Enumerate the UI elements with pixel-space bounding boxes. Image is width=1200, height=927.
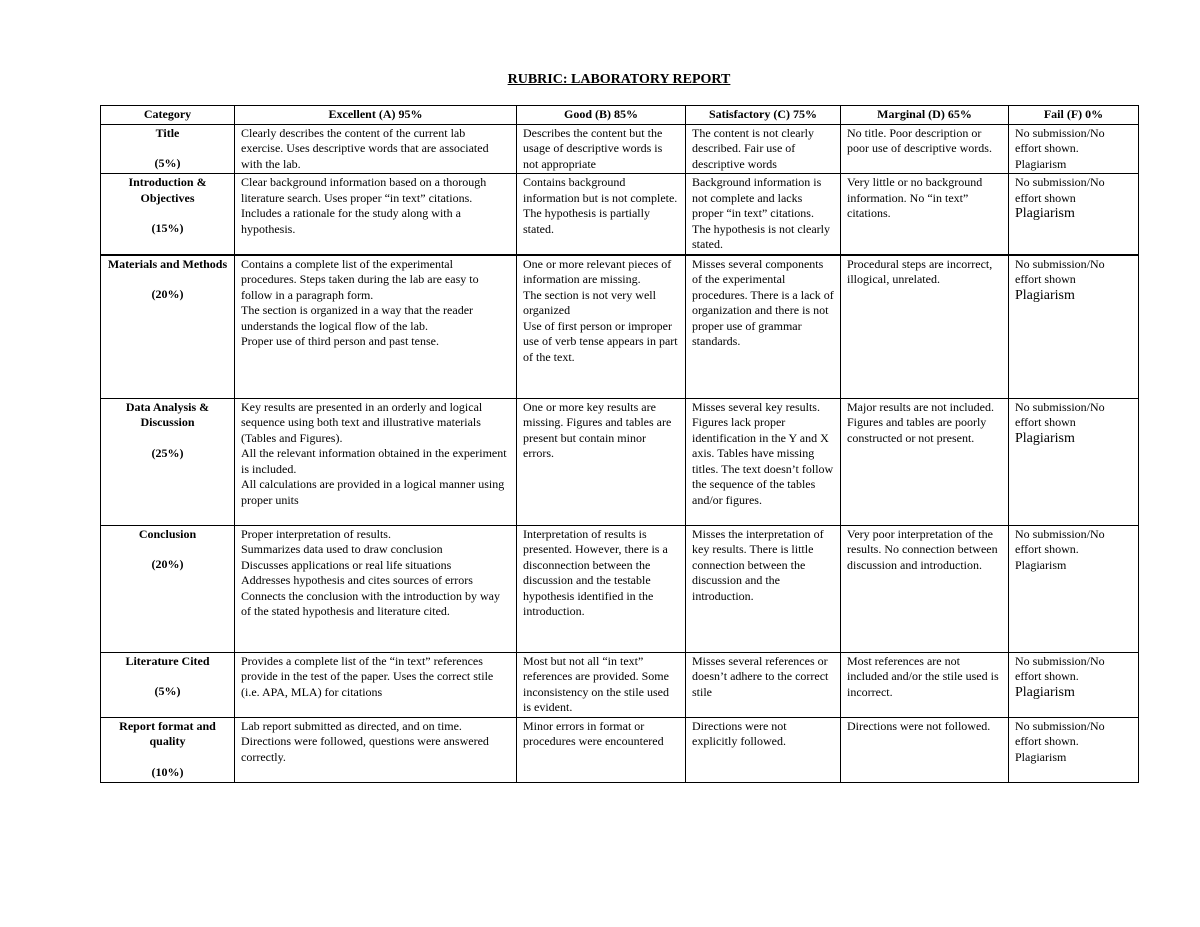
marginal-cell [841, 124, 1009, 174]
satisfactory-cell [686, 174, 841, 255]
marginal-cell [841, 174, 1009, 255]
plagiarism-text: Plagiarism [1015, 156, 1067, 171]
criterion-text: Minor errors in format or procedures were encountered [523, 718, 664, 748]
criterion-text: Most references are not included and/or the stile used is incorrect. [847, 653, 999, 699]
marginal-cell [841, 525, 1009, 652]
rubric-table [100, 105, 1139, 783]
header-satisfactory: Satisfactory (C) 75% [686, 106, 841, 125]
criterion-text: Describes the content but the usage of descriptive words is not appropriate [523, 125, 663, 171]
category-cell [101, 398, 235, 525]
satisfactory-cell [686, 717, 841, 782]
criterion-text: Background information is not complete and lacks proper “in text” citations. The hypothesis is not clearly stated. [692, 175, 830, 251]
criterion-text: Lab report submitted as directed, and on time. Directions were followed, questions were answered correctly. [241, 718, 489, 764]
table-row [101, 255, 1139, 399]
fail-text: No submission/No effort shown. [1015, 718, 1105, 748]
header-category: Category [101, 106, 235, 125]
criterion-text: Clear background information based on a thorough literature search. Uses proper “in text” citations. Includes a rationale for the study along with a hypothesis. [241, 175, 487, 236]
satisfactory-cell [686, 525, 841, 652]
criterion-text: Misses several key results. Figures lack proper identification in the Y and X axis. Tables have missing titles. The text doesn’t follow the sequence of the tables and/or figures. [692, 399, 834, 507]
category-name: Title [155, 125, 180, 140]
fail-cell [1009, 652, 1139, 717]
table-row [101, 652, 1139, 717]
criterion-text: Connects the conclusion with the introduction by way of the stated hypothesis and literature cited. [241, 588, 500, 618]
good-cell [517, 174, 686, 255]
marginal-cell [841, 398, 1009, 525]
criterion-text: All calculations are provided in a logical manner using proper units [241, 477, 505, 507]
fail-cell [1009, 174, 1139, 255]
fail-text: No submission/No effort shown [1015, 399, 1105, 429]
good-cell [517, 652, 686, 717]
category-name: Literature Cited [125, 653, 210, 668]
category-cell [101, 652, 235, 717]
table-row [101, 717, 1139, 782]
satisfactory-cell [686, 398, 841, 525]
header-excellent: Excellent (A) 95% [235, 106, 517, 125]
category-name: Conclusion [138, 526, 197, 541]
category-cell [101, 525, 235, 652]
good-cell [517, 255, 686, 399]
criterion-text: Very poor interpretation of the results. No connection between discussion and introduction. [847, 526, 998, 572]
table-row [101, 174, 1139, 255]
good-cell [517, 124, 686, 174]
fail-text: No submission/No effort shown. [1015, 653, 1105, 683]
category-weight: (20%) [151, 287, 184, 301]
fail-cell [1009, 525, 1139, 652]
criterion-text: Directions were not followed. [847, 718, 991, 733]
marginal-cell [841, 652, 1009, 717]
criterion-text: Key results are presented in an orderly and logical sequence using both text and illustrative materials (Tables and Figures). [241, 399, 483, 445]
good-cell [517, 717, 686, 782]
table-row [101, 398, 1139, 525]
table-row [101, 124, 1139, 174]
plagiarism-text: Plagiarism [1015, 749, 1067, 764]
header-good: Good (B) 85% [517, 106, 686, 125]
category-cell [101, 124, 235, 174]
criterion-text: Major results are not included. Figures and tables are poorly constructed or not present. [847, 399, 994, 445]
criterion-text: Discusses applications or real life situations [241, 557, 452, 572]
criterion-text: Very little or no background information. No “in text” citations. [847, 175, 983, 220]
header-marginal: Marginal (D) 65% [841, 106, 1009, 125]
satisfactory-cell [686, 124, 841, 174]
criterion-text: The section is organized in a way that the reader understands the logical flow of the lab. [241, 303, 474, 333]
plagiarism-text: Plagiarism [1015, 287, 1075, 303]
criterion-text: Clearly describes the content of the current lab exercise. Uses descriptive words that are associated with the lab. [241, 125, 489, 171]
criterion-text: Procedural steps are incorrect, illogical, unrelated. [847, 256, 993, 286]
category-cell [101, 174, 235, 255]
category-weight: (10%) [151, 764, 184, 779]
criterion-text: Misses the interpretation of key results. There is little connection between the discussion and the introduction. [692, 526, 824, 603]
criterion-text: Provides a complete list of the “in text” references provide in the test of the paper. Uses the correct stile (i.e. APA, MLA) for citations [241, 653, 494, 699]
criterion-text: Contains a complete list of the experimental procedures. Steps taken during the lab are easy to follow in a paragraph form. [241, 256, 479, 302]
marginal-cell [841, 255, 1009, 399]
fail-cell [1009, 124, 1139, 174]
excellent-cell [235, 255, 517, 399]
category-name: Report format and quality [119, 718, 216, 748]
plagiarism-text: Plagiarism [1015, 206, 1075, 221]
category-weight: (15%) [151, 221, 184, 235]
criterion-text: Contains background information but is not complete. The hypothesis is partially stated. [523, 175, 678, 236]
excellent-cell [235, 174, 517, 255]
category-weight: (5%) [154, 684, 181, 698]
criterion-text: Proper interpretation of results. [241, 526, 391, 541]
excellent-cell [235, 652, 517, 717]
fail-text: No submission/No effort shown. [1015, 125, 1105, 155]
plagiarism-text: Plagiarism [1015, 684, 1075, 700]
good-cell [517, 525, 686, 652]
criterion-text: The section is not very well organized [523, 287, 656, 317]
category-name: Introduction & Objectives [128, 175, 207, 205]
satisfactory-cell [686, 255, 841, 399]
fail-text: No submission/No effort shown [1015, 256, 1105, 286]
criterion-text: Most but not all “in text” references are provided. Some inconsistency on the stile used is evident. [523, 653, 669, 714]
criterion-text: Misses several references or doesn’t adhere to the correct stile [692, 653, 829, 699]
criterion-text: The content is not clearly described. Fair use of descriptive words [692, 125, 814, 171]
criterion-text: Directions were not explicitly followed. [692, 718, 787, 748]
category-weight: (5%) [154, 156, 181, 170]
page-title: RUBRIC: LABORATORY REPORT [507, 72, 731, 87]
criterion-text: All the relevant information obtained in the experiment is included. [241, 446, 507, 476]
excellent-cell [235, 124, 517, 174]
table-row [101, 525, 1139, 652]
fail-text: No submission/No effort shown. [1015, 526, 1105, 556]
fail-cell [1009, 717, 1139, 782]
criterion-text: No title. Poor description or poor use of descriptive words. [847, 125, 992, 155]
category-cell [101, 255, 235, 399]
excellent-cell [235, 398, 517, 525]
fail-cell [1009, 255, 1139, 399]
header-row [101, 106, 1139, 125]
criterion-text: One or more relevant pieces of information are missing. [523, 256, 672, 286]
plagiarism-text: Plagiarism [1015, 557, 1067, 572]
plagiarism-text: Plagiarism [1015, 430, 1075, 446]
fail-text: No submission/No effort shown [1015, 175, 1105, 205]
satisfactory-cell [686, 652, 841, 717]
criterion-text: One or more key results are missing. Figures and tables are present but contain minor errors. [523, 399, 672, 460]
criterion-text: Summarizes data used to draw conclusion [241, 542, 443, 556]
category-name: Materials and Methods [107, 256, 228, 271]
fail-cell [1009, 398, 1139, 525]
criterion-text: Misses several components of the experimental procedures. There is a lack of organization and there is not proper use of grammar standards. [692, 256, 834, 348]
header-fail: Fail (F) 0% [1009, 106, 1139, 125]
category-weight: (25%) [151, 445, 184, 460]
criterion-text: Addresses hypothesis and cites sources of errors [241, 573, 473, 587]
excellent-cell [235, 525, 517, 652]
excellent-cell [235, 717, 517, 782]
criterion-text: Interpretation of results is presented. However, there is a disconnection between the discussion and the testable hypothesis identified in the introduction. [523, 526, 668, 618]
category-weight: (20%) [151, 557, 184, 571]
category-cell [101, 717, 235, 782]
criterion-text: Use of first person or improper use of verb tense appears in part of the text. [523, 318, 678, 364]
marginal-cell [841, 717, 1009, 782]
category-name: Data Analysis & Discussion [125, 399, 210, 429]
criterion-text: Proper use of third person and past tense. [241, 334, 439, 348]
good-cell [517, 398, 686, 525]
